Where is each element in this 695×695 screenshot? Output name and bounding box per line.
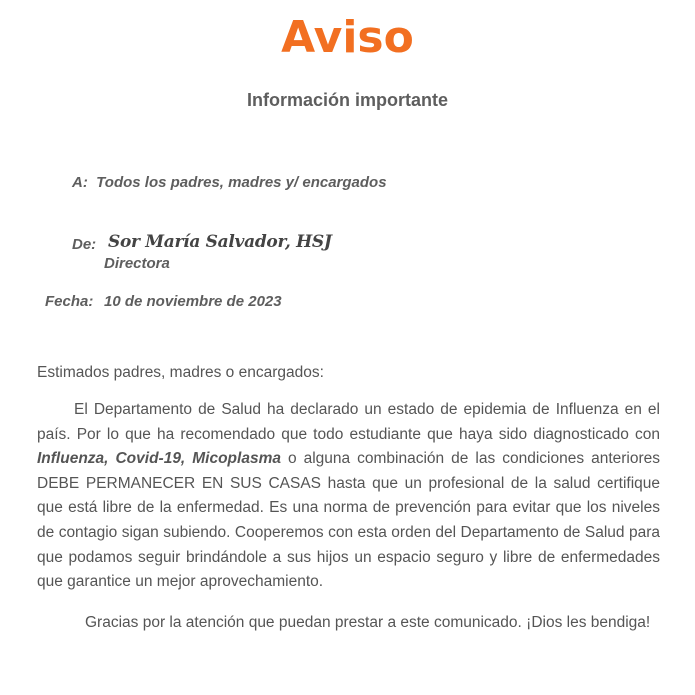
- page-subtitle: Información importante: [246, 90, 448, 110]
- closing-paragraph: Gracias por la atención que puedan prestar a este comunicado. ¡Dios les bendiga!: [85, 614, 651, 631]
- body-paragraph-part2: o alguna combinación de las condiciones anteriores DEBE PERMANECER EN SUS CASAS hasta que un profesional de la salud certifique que está libre de la enfermedad. Es una norma de prevención para evitar que los niveles de contagio sigan subiendo. Cooperemos con esta orden del Departamento de Salud para que podamos seguir brindándole a sus hijos un espacio seguro y libre de enfermedades que garantice un mejor aprovechamiento.: [37, 450, 661, 591]
- to-label: A:: [72, 174, 88, 191]
- body-paragraph-part1: El Departamento de Salud ha declarado un estado de epidemia de Influenza en el país. Por lo que ha recomendado que todo estudiante que haya sido diagnosticado con: [37, 401, 660, 443]
- date-label: Fecha:: [45, 293, 94, 310]
- from-label: De:: [72, 236, 97, 253]
- date-value: 10 de noviembre de 2023: [104, 293, 282, 310]
- from-role: Directora: [104, 255, 170, 272]
- conditions-emphasis: Influenza, Covid-19, Micoplasma: [37, 450, 281, 468]
- to-value: Todos los padres, madres y/ encargados: [96, 174, 387, 191]
- page-title: Aviso: [281, 12, 414, 63]
- signature: Sor María Salvador, HSJ: [108, 232, 332, 252]
- greeting: Estimados padres, madres o encargados:: [37, 364, 324, 381]
- body-paragraph: [37, 398, 660, 595]
- to-line: [72, 174, 387, 191]
